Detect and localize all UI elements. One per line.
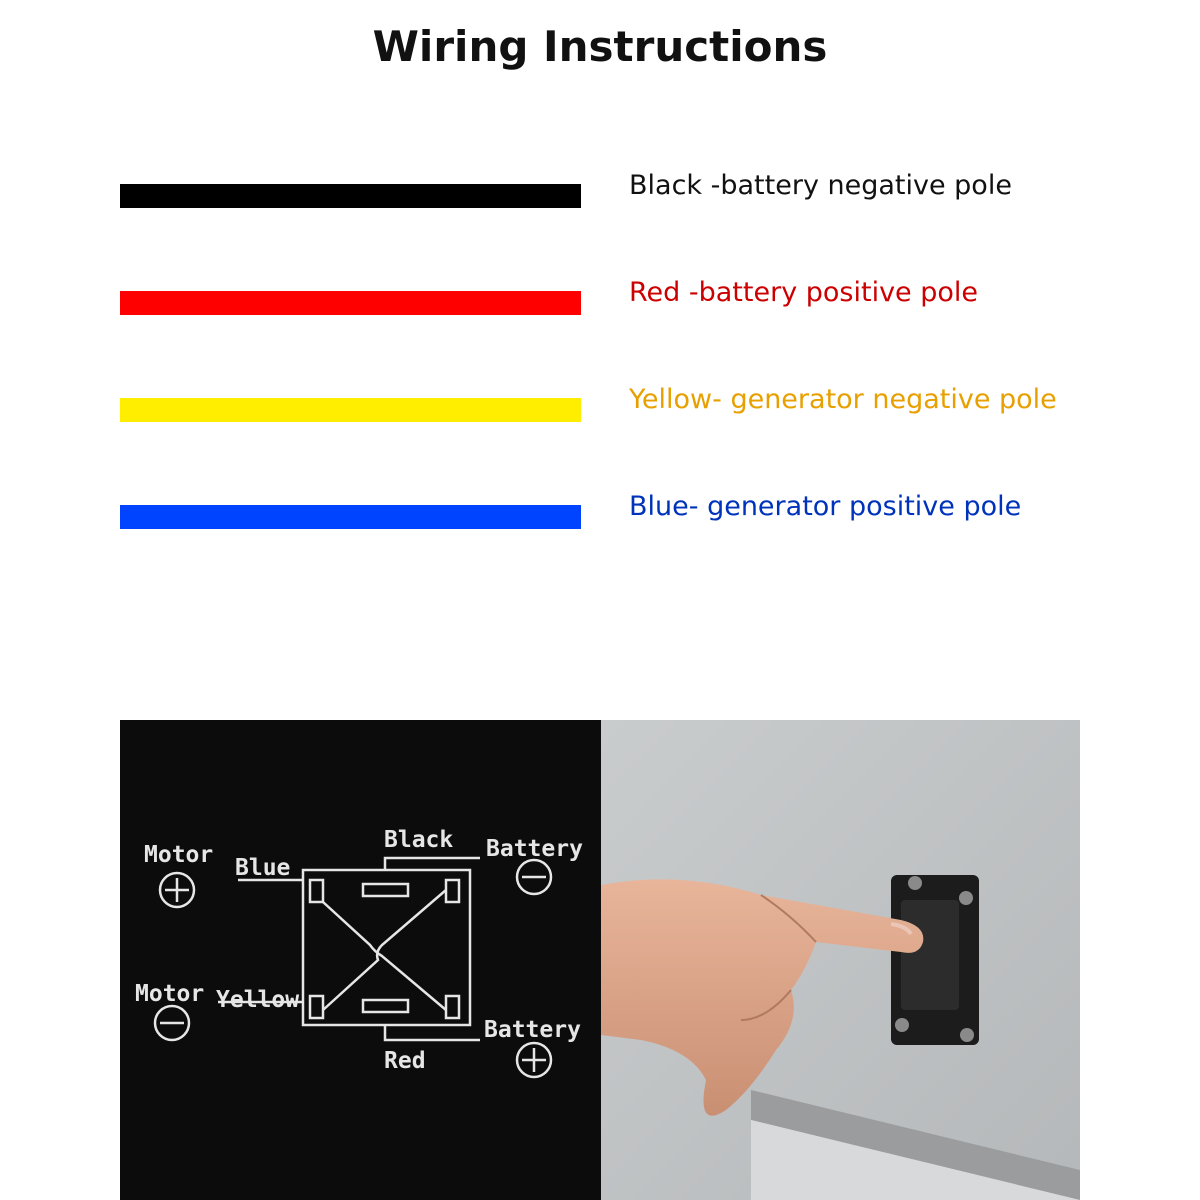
terminal-bottom-center xyxy=(363,1000,408,1012)
lead-black xyxy=(385,858,480,870)
page-title: Wiring Instructions xyxy=(372,22,828,71)
wire-row-yellow xyxy=(120,384,1120,424)
wiring-diagram-panel xyxy=(120,720,601,1200)
label-battery-negative: Battery xyxy=(486,836,583,862)
label-red: Red xyxy=(384,1048,426,1074)
terminal-top-right xyxy=(446,880,459,902)
label-battery-positive: Battery xyxy=(484,1017,581,1043)
label-black: Black xyxy=(384,827,454,853)
terminal-top-left xyxy=(310,880,323,902)
cross-link-2 xyxy=(323,890,446,1010)
switch-photo-panel xyxy=(601,720,1080,1200)
terminal-top-center xyxy=(363,884,408,896)
wire-row-red xyxy=(120,277,1120,317)
wiring-diagram xyxy=(120,720,601,1200)
terminal-bottom-right xyxy=(446,996,459,1018)
wire-row-blue xyxy=(120,491,1120,531)
wire-label-blue: Blue- generator positive pole xyxy=(629,491,1022,522)
wire-swatch-red xyxy=(120,291,581,315)
terminal-bottom-left xyxy=(310,996,323,1018)
lead-red xyxy=(385,1025,480,1040)
wire-swatch-black xyxy=(120,184,581,208)
wire-label-yellow: Yellow- generator negative pole xyxy=(629,384,1057,415)
wire-label-red: Red -battery positive pole xyxy=(629,277,979,308)
rocker-switch-icon xyxy=(891,875,979,1045)
label-yellow: Yellow xyxy=(216,987,300,1013)
wire-label-black: Black -battery negative pole xyxy=(629,170,1012,201)
switch-photo xyxy=(601,720,1080,1200)
label-motor-negative: Motor xyxy=(135,981,205,1007)
label-blue: Blue xyxy=(235,855,291,881)
label-motor-positive: Motor xyxy=(144,842,214,868)
wire-swatch-yellow xyxy=(120,398,581,422)
wire-swatch-blue xyxy=(120,505,581,529)
wire-row-black xyxy=(120,170,1120,210)
